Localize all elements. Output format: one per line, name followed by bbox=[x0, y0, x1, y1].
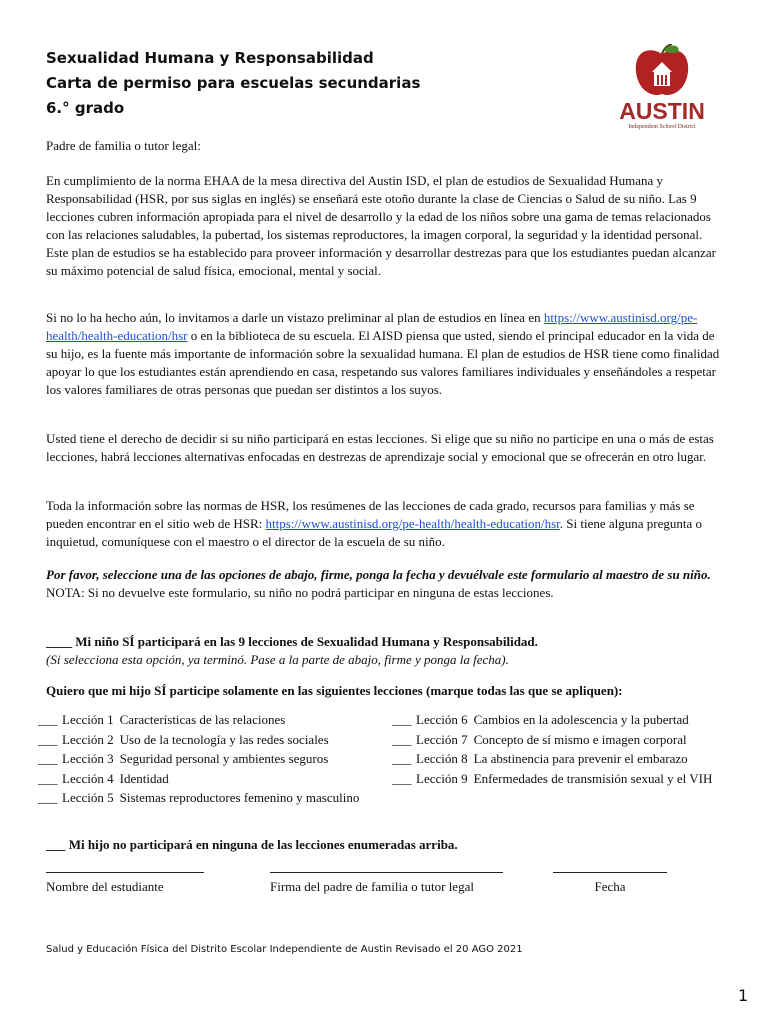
lessons-right-column bbox=[392, 710, 732, 788]
curriculum-link[interactable]: https://www.austinisd.org/pe-health/health-education/hsr bbox=[46, 310, 698, 343]
austin-isd-logo bbox=[612, 44, 712, 134]
lesson-number: Lección 3 bbox=[62, 751, 114, 766]
title-line-2: Carta de permiso para escuelas secundarias bbox=[46, 74, 421, 92]
student-name-field[interactable] bbox=[46, 872, 204, 895]
lesson-number: Lección 2 bbox=[62, 731, 114, 747]
lesson-title: Características de las relaciones bbox=[119, 712, 286, 727]
lesson-title: Sistemas reproductores femenino y masculino bbox=[119, 790, 360, 805]
title-line-3: 6.° grado bbox=[46, 99, 125, 117]
paragraph-3: Usted tiene el derecho de decidir si su niño participará en estas lecciones. Si elige que su niño no participe en una o más de estas lecciones, habrá lecciones alternativas enfocadas en destrezas de aprendizaje social y emocional que se ofrecerán en otro lugar. bbox=[46, 431, 714, 464]
document-header bbox=[46, 46, 566, 121]
lesson-title: Seguridad personal y ambientes seguros bbox=[119, 751, 329, 766]
page-number: 1 bbox=[738, 986, 749, 1005]
signature-line bbox=[46, 872, 204, 873]
parent-signature-label: Firma del padre de familia o tutor legal bbox=[270, 879, 474, 894]
lesson-checkbox-blank[interactable]: ___ bbox=[392, 770, 412, 786]
lesson-checkbox-blank[interactable]: ___ bbox=[392, 731, 412, 747]
lesson-checkbox-blank[interactable]: ___ bbox=[38, 712, 58, 727]
lesson-title: Cambios en la adolescencia y la pubertad bbox=[473, 712, 689, 727]
signature-line bbox=[553, 872, 667, 873]
parent-signature-field[interactable] bbox=[270, 872, 503, 895]
lesson-item[interactable] bbox=[392, 749, 732, 769]
logo-subtitle: Independent School District bbox=[628, 124, 696, 130]
lesson-checkbox-blank[interactable]: ___ bbox=[392, 712, 412, 727]
lesson-title: Identidad bbox=[119, 770, 169, 786]
student-name-label: Nombre del estudiante bbox=[46, 879, 164, 894]
paragraph-1: En cumplimiento de la norma EHAA de la mesa directiva del Austin ISD, el plan de estudios de Sexualidad Humana y Responsabilidad (HSR, por sus siglas en inglés) se enseñará este otoño durante la clase de Ciencias o Salud de su niño. Las 9 lecciones cubren información apropiada para el nivel de desarrollo y la edad de los niños sobre una gama de temas relacionados con las relaciones saludables, la pubertad, los sistemas reproductores, la imagen corporal, la seguridad y la identidad personal. Este plan de estudios se ha establecido para proveer información y desarrollar destrezas para que los estudiantes puedan alcanzar su máximo potencial de salud física, emocional, mental y social. bbox=[46, 173, 716, 278]
page-footer: Salud y Educación Física del Distrito Escolar Independiente de Austin Revisado el 20 AGO 2021 bbox=[46, 944, 523, 955]
logo-wordmark: AUSTIN bbox=[619, 98, 705, 124]
hsr-website-link[interactable]: https://www.austinisd.org/pe-health/health-education/hsr bbox=[265, 516, 560, 531]
lesson-checkbox-blank[interactable]: ___ bbox=[38, 770, 58, 786]
lesson-checkbox-blank[interactable]: ___ bbox=[392, 751, 412, 766]
lesson-number: Lección 7 bbox=[416, 731, 468, 747]
lesson-title: La abstinencia para prevenir el embarazo bbox=[473, 751, 688, 766]
title-line-1: Sexualidad Humana y Responsabilidad bbox=[46, 49, 374, 67]
option-yes-all[interactable]: ____ Mi niño SÍ participará en las 9 lecciones de Sexualidad Humana y Responsabilidad. bbox=[46, 634, 538, 649]
lesson-number: Lección 9 bbox=[416, 770, 468, 786]
lesson-item[interactable] bbox=[38, 730, 378, 750]
lesson-item[interactable] bbox=[38, 788, 378, 808]
option-no-block bbox=[46, 836, 726, 854]
lessons-left-column bbox=[38, 710, 378, 808]
lesson-number: Lección 1 bbox=[62, 712, 114, 727]
lesson-item[interactable] bbox=[392, 769, 732, 789]
greeting: Padre de familia o tutor legal: bbox=[46, 138, 201, 153]
nota-text: NOTA: Si no devuelve este formulario, su niño no podrá participar en ninguna de estas lecciones. bbox=[46, 585, 554, 600]
option-some-heading: Quiero que mi hijo SÍ participe solamente en las siguientes lecciones (marque todas las que se apliquen): bbox=[46, 683, 623, 698]
lesson-item[interactable] bbox=[38, 710, 378, 730]
lesson-title: Enfermedades de transmisión sexual y el VIH bbox=[473, 770, 713, 786]
lesson-checkbox-blank[interactable]: ___ bbox=[38, 751, 58, 766]
paragraph-2: Si no lo ha hecho aún, lo invitamos a darle un vistazo preliminar al plan de estudios en línea en https://www.austinisd.org/pe-health/health-education/hsr o en la biblioteca de su escuela. El AISD piensa que usted, siendo el principal educador en la vida de su hijo, es la fuente más importante de información sobre la sexualidad humana. El plan de estudios de HSR tiene como finalidad apoyar lo que los estudiantes están aprendiendo en casa, respetando sus valores familiares individuales y enseñándoles a respetar los valores familiares de otras personas que puedan ser distintos a los suyos. bbox=[46, 310, 720, 397]
paragraph-4: Toda la información sobre las normas de HSR, los resúmenes de las lecciones de cada grado, recursos para familias y más se pueden encontrar en el sitio web de HSR: https://www.austinisd.org/pe-health/health-education/hsr. Si tiene alguna pregunta o inquietud, comuníquese con el maestro o el director de la escuela de su niño. bbox=[46, 498, 703, 549]
lesson-title: Uso de la tecnología y las redes sociales bbox=[119, 731, 329, 747]
lesson-title: Concepto de sí mismo e imagen corporal bbox=[473, 731, 687, 747]
date-label: Fecha bbox=[594, 879, 626, 894]
instructions bbox=[46, 566, 726, 602]
instruction-text: Por favor, seleccione una de las opciones de abajo, firme, ponga la fecha y devuélvale este formulario al maestro de su niño. bbox=[46, 567, 711, 582]
lesson-item[interactable] bbox=[38, 769, 378, 789]
option-yes-block bbox=[46, 633, 726, 669]
lesson-item[interactable] bbox=[38, 749, 378, 769]
option-no-lessons[interactable]: ___ Mi hijo no participará en ninguna de las lecciones enumeradas arriba. bbox=[46, 837, 458, 852]
apple-icon bbox=[612, 44, 712, 104]
date-field[interactable] bbox=[553, 872, 667, 895]
option-yes-note: (Si selecciona esta opción, ya terminó. Pase a la parte de abajo, firme y ponga la fecha). bbox=[46, 652, 509, 667]
lesson-number: Lección 8 bbox=[416, 751, 468, 766]
lesson-item[interactable] bbox=[392, 730, 732, 750]
lesson-number: Lección 4 bbox=[62, 770, 114, 786]
lesson-checkbox-blank[interactable]: ___ bbox=[38, 790, 58, 805]
signature-line bbox=[270, 872, 503, 873]
lesson-checkbox-blank[interactable]: ___ bbox=[38, 731, 58, 747]
lesson-number: Lección 6 bbox=[416, 712, 468, 727]
lesson-item[interactable] bbox=[392, 710, 732, 730]
lesson-number: Lección 5 bbox=[62, 790, 114, 805]
